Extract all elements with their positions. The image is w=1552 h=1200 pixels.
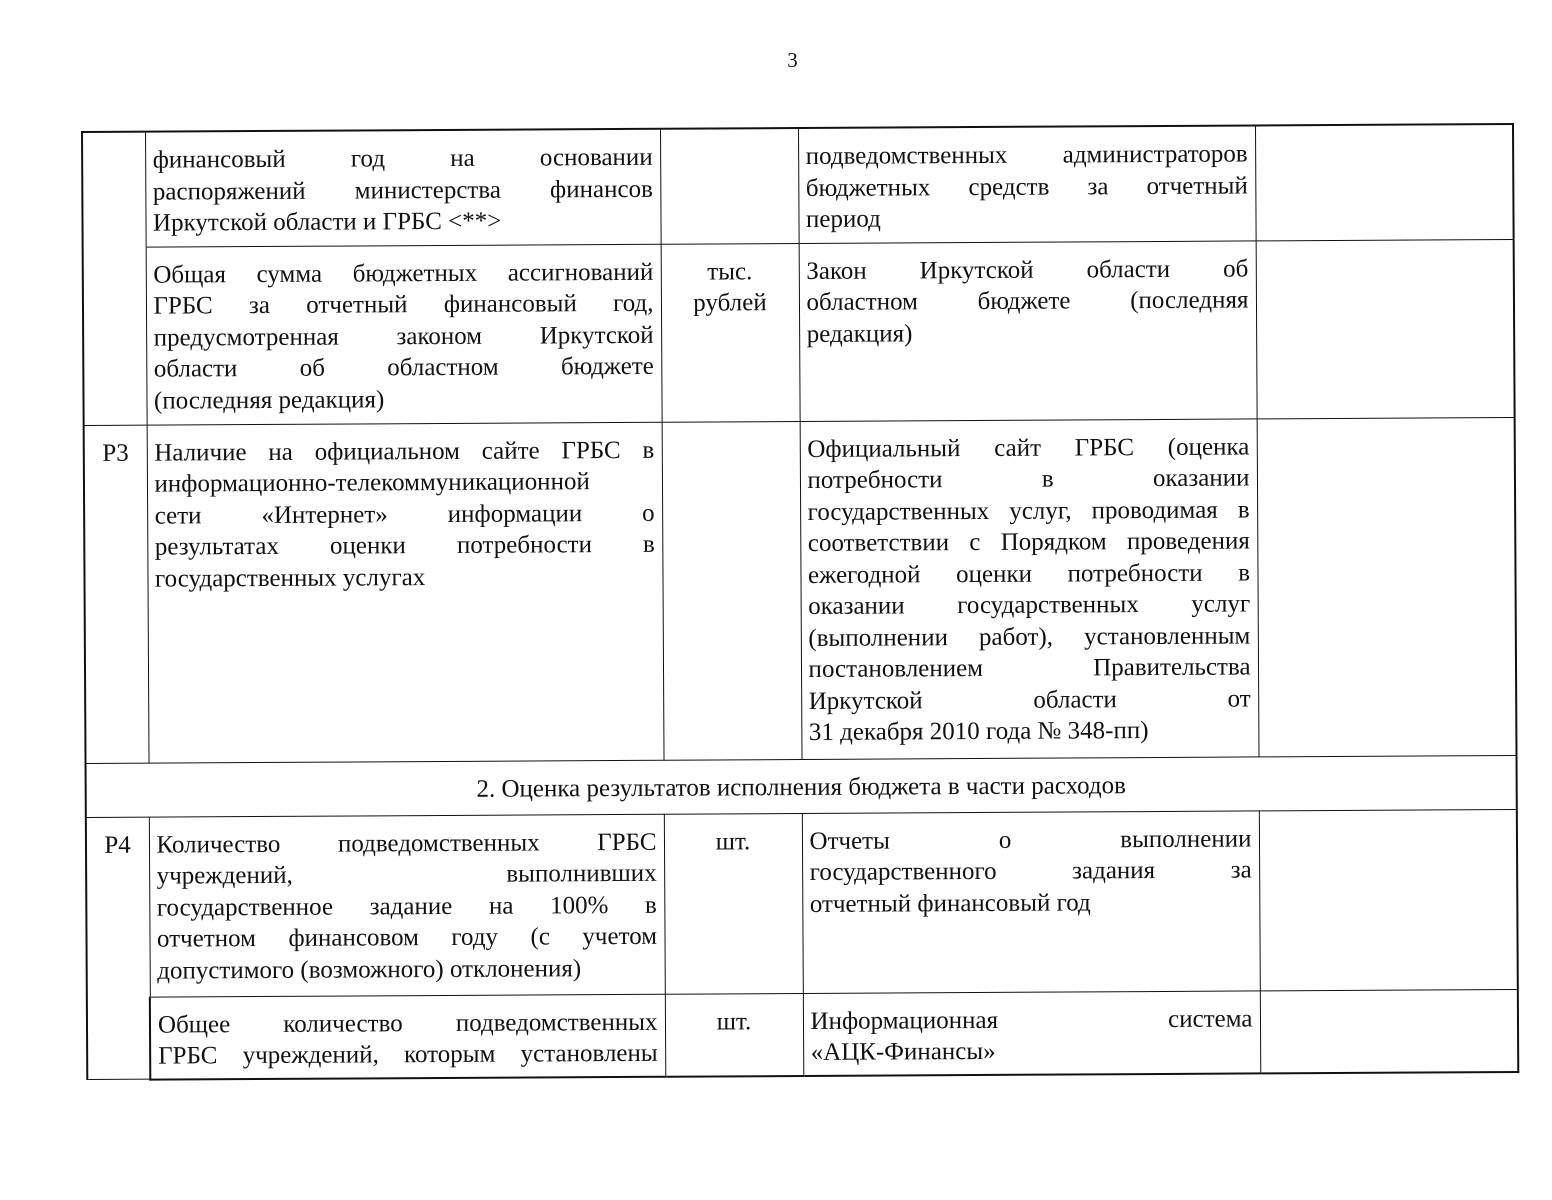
- unit-of-measure: [664, 813, 803, 994]
- text-line: сети «Интернет» информации о: [154, 499, 655, 530]
- text-line-last: редакция): [806, 319, 913, 348]
- table-row: [83, 239, 1515, 425]
- unit-of-measure: [661, 243, 800, 422]
- text-line: (выполнении работ), установленным: [808, 621, 1251, 652]
- unit-of-measure: [665, 993, 803, 1076]
- indicator-code: Р4: [86, 817, 150, 1080]
- indicator-description: [147, 422, 664, 763]
- unit-of-measure: [662, 421, 802, 760]
- text-line: учреждений, выполнивших: [156, 859, 657, 890]
- text-line: Количество подведомственных ГРБС: [156, 828, 657, 859]
- text-line: области об областном бюджете: [153, 352, 654, 383]
- indicator-code: [82, 132, 146, 247]
- unit-of-measure: [660, 128, 799, 244]
- unit-line: рублей: [693, 289, 767, 317]
- note-cell: [1259, 809, 1518, 990]
- text-line: финансовый год на основании: [152, 143, 653, 174]
- indicator-code: [83, 247, 147, 425]
- text-line: отчетном финансовом году (с учетом: [156, 922, 658, 953]
- text-line: ГРБС учреждений, которым установлены: [158, 1039, 658, 1070]
- text-line: Общее количество подведомственных: [157, 1008, 658, 1039]
- text-line: государственное задание на 100% в: [156, 891, 657, 922]
- table-row: [86, 809, 1518, 997]
- text-line: Общая сумма бюджетных ассигнований: [153, 258, 654, 289]
- note-cell: [1257, 417, 1517, 756]
- page-number: 3: [787, 48, 798, 72]
- text-line: результатах оценки потребности в: [154, 530, 655, 561]
- note-cell: [1260, 989, 1518, 1073]
- text-line: информационно-телекоммуникационной: [154, 468, 590, 498]
- section-heading: 2. Оценка результатов исполнения бюджета в части расходов: [86, 755, 1517, 817]
- table-row: [84, 417, 1517, 763]
- text-line: Иркутской области от: [808, 684, 1251, 715]
- unit-line: шт.: [716, 1007, 752, 1035]
- data-source: [800, 418, 1259, 759]
- data-source: [802, 810, 1260, 993]
- data-source: [803, 990, 1260, 1075]
- text-line-last: 31 декабря 2010 года № 348-пп): [808, 717, 1149, 746]
- text-line: постановлением Правительства: [808, 653, 1251, 683]
- text-line: оказании государственных услуг: [808, 590, 1251, 620]
- table-row: [87, 989, 1518, 1079]
- data-source: [798, 125, 1256, 243]
- indicator-description: [149, 814, 665, 997]
- text-line: Наличие на официальном сайте ГРБС в: [154, 436, 655, 467]
- text-line: государственных услуг, проводимая в: [807, 495, 1250, 526]
- text-line: областном бюджете (последняя: [806, 286, 1249, 316]
- table-row: [86, 755, 1517, 817]
- text-line-last: допустимого (возможного) отклонения): [157, 954, 582, 985]
- text-line: ежегодной оценки потребности в: [807, 558, 1251, 589]
- text-line: подведомственных администраторов: [805, 140, 1248, 170]
- text-line-last: «АЦК-Финансы»: [810, 1037, 996, 1066]
- text-line-last: государственных услугах: [154, 563, 426, 593]
- indicators-table: [81, 123, 1519, 1080]
- data-source: [799, 240, 1257, 421]
- unit-line: шт.: [715, 827, 751, 855]
- text-line-last: (последняя редакция): [153, 385, 385, 415]
- text-line: Закон Иркутской области об: [806, 254, 1249, 285]
- text-line-last: Иркутской области и ГРБС <**>: [152, 207, 502, 237]
- text-line: распоряжений министерства финансов: [152, 175, 653, 206]
- text-line: потребности в оказании: [807, 464, 1250, 494]
- note-cell: [1255, 124, 1514, 240]
- indicator-description: [146, 244, 662, 425]
- text-line: бюджетных средств за отчетный: [805, 171, 1248, 202]
- text-line: ГРБС за отчетный финансовый год,: [153, 289, 654, 320]
- text-line-last: период: [805, 205, 881, 233]
- indicator-description: [145, 129, 661, 247]
- indicator-code: Р3: [84, 425, 149, 763]
- text-line-last: отчетный финансовый год: [809, 888, 1091, 918]
- note-cell: [1256, 239, 1515, 418]
- text-line: соответствии с Порядком проведения: [807, 527, 1250, 557]
- unit-line: тыс.: [707, 257, 753, 286]
- indicator-description: [150, 994, 665, 1079]
- text-line: предусмотренная законом Иркутской: [153, 321, 654, 352]
- text-line: государственного задания за: [809, 856, 1252, 886]
- text-line: Отчеты о выполнении: [809, 824, 1252, 855]
- text-line: Информационная система: [810, 1004, 1253, 1035]
- table-row: [82, 124, 1514, 247]
- text-line: Официальный сайт ГРБС (оценка: [807, 432, 1250, 463]
